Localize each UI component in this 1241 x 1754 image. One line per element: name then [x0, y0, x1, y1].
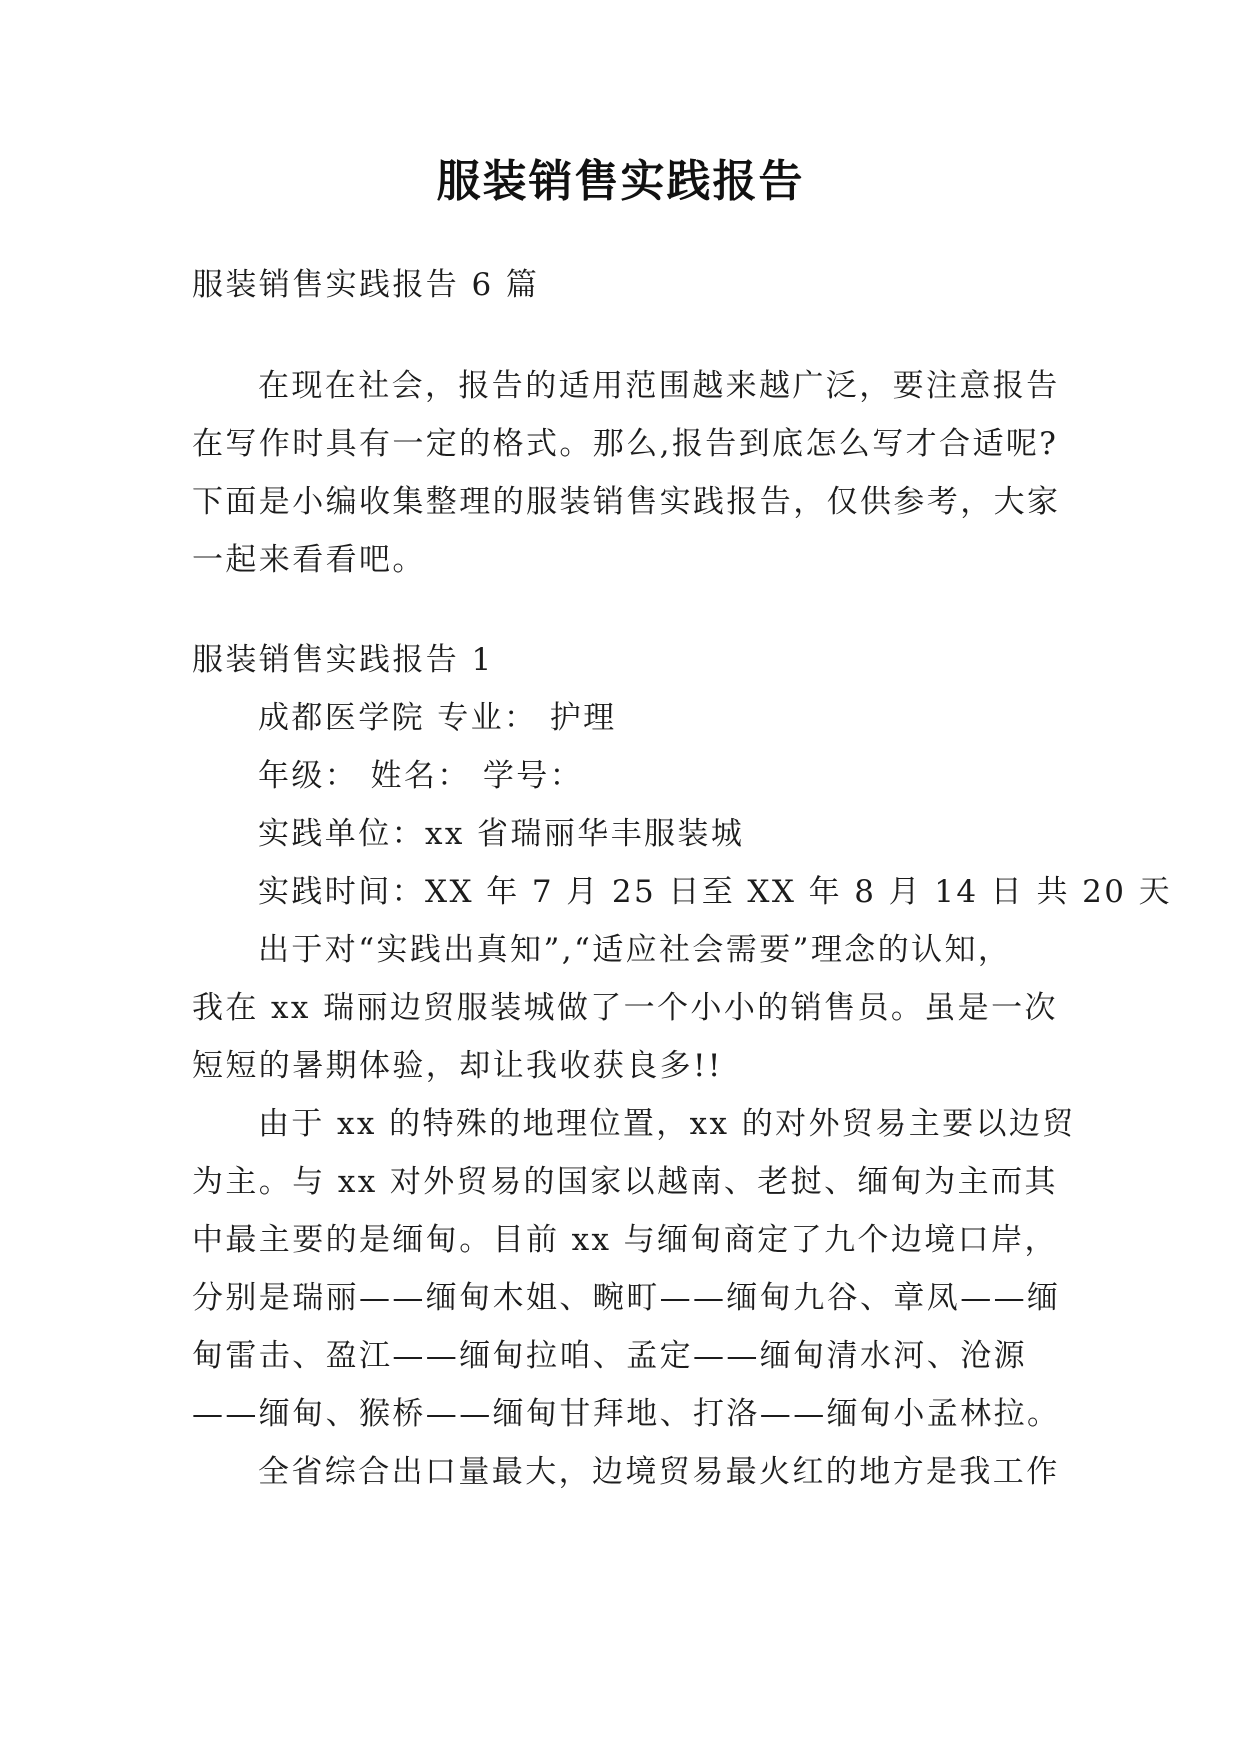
- paragraph-line: 甸雷击、盈江——缅甸拉咱、孟定——缅甸清水河、沧源: [192, 1338, 1027, 1374]
- paragraph-line: 分别是瑞丽——缅甸木姐、畹町——缅甸九谷、章凤——缅: [192, 1280, 1061, 1316]
- intro-line: 在写作时具有一定的格式。那么,报告到底怎么写才合适呢?: [192, 426, 1059, 462]
- paragraph-line: 为主。与 xx 对外贸易的国家以越南、老挝、缅甸为主而其: [192, 1164, 1058, 1200]
- info-line-student: 年级： 姓名： 学号：: [258, 758, 584, 794]
- section-heading: 服装销售实践报告 1: [192, 642, 494, 678]
- paragraph-line: 由于 xx 的特殊的地理位置，xx 的对外贸易主要以边贸: [258, 1106, 1076, 1142]
- document-subtitle: 服装销售实践报告 6 篇: [192, 267, 540, 303]
- paragraph-line: 全省综合出口量最大，边境贸易最火红的地方是我工作: [258, 1454, 1060, 1490]
- intro-line: 在现在社会，报告的适用范围越来越广泛，要注意报告: [258, 368, 1060, 404]
- paragraph-line: 短短的暑期体验，却让我收获良多!!: [192, 1048, 723, 1084]
- info-line-school: 成都医学院 专业： 护理: [258, 700, 617, 736]
- info-line-time: 实践时间：XX 年 7 月 25 日至 XX 年 8 月 14 日 共 20 天: [258, 874, 1173, 910]
- paragraph-line: 出于对“实践出真知”,“适应社会需要”理念的认知，: [258, 932, 1012, 968]
- intro-line: 一起来看看吧。: [192, 542, 426, 578]
- paragraph-line: ——缅甸、猴桥——缅甸甘拜地、打洛——缅甸小孟林拉。: [192, 1396, 1061, 1432]
- document-title: 服装销售实践报告: [436, 156, 805, 207]
- info-line-unit: 实践单位：xx 省瑞丽华丰服装城: [258, 816, 745, 852]
- paragraph-line: 中最主要的是缅甸。目前 xx 与缅甸商定了九个边境口岸，: [192, 1222, 1058, 1258]
- intro-line: 下面是小编收集整理的服装销售实践报告，仅供参考，大家: [192, 484, 1061, 520]
- paragraph-line: 我在 xx 瑞丽边贸服装城做了一个小小的销售员。虽是一次: [192, 990, 1058, 1026]
